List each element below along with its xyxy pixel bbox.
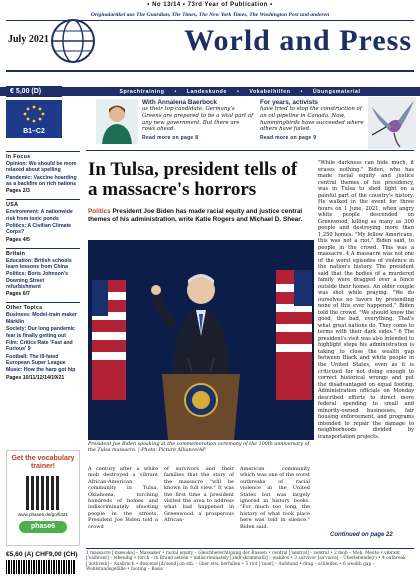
sidebar-item[interactable]: Politics: A Civilian Climate Corps? <box>6 223 72 236</box>
cover-price: € 5,00 (D) <box>6 86 62 97</box>
teaser-greens[interactable] <box>142 99 254 144</box>
teaser-title: With Annalena Baerbock <box>142 99 217 106</box>
sidebar-item[interactable]: Environment: A nationwide risk from toxic ponds <box>6 209 73 222</box>
biden-photo <box>88 240 314 440</box>
sidebar-item[interactable]: Pandemic: Vaccine hoarding as a backfire on rich nations <box>6 174 77 188</box>
nav-item-landeskunde[interactable]: Landeskunde <box>186 88 227 95</box>
flag-right <box>276 270 312 400</box>
qr-code-icon[interactable] <box>26 476 60 510</box>
flag-left <box>92 280 126 400</box>
section-in-focus <box>6 151 80 194</box>
main-headline[interactable]: In Tulsa, president tells of a massacre's horrors <box>88 159 298 200</box>
ad-headline: Get the vocabulary trainer! <box>11 455 75 471</box>
ad-url[interactable]: www.phase6.de/go/fi421 <box>17 512 69 518</box>
teaser-text: have tried to stop the construction of an oil pipeline in Canada. Now, hummingbirds have succeeded where others have failed. <box>260 106 364 133</box>
teaser-read-more[interactable]: Read more on page 8 <box>142 135 199 141</box>
photo-caption: President Joe Biden speaking at the commemoration ceremony of the 100th anniversary of the Tulsa massacre. | Photo: Picture Alliance/AP <box>88 442 310 453</box>
section-heading: In Focus <box>6 151 80 160</box>
sidebar-item[interactable]: Football: The ill-fated European Super League <box>6 353 66 366</box>
teaser-read-more[interactable]: Read more on page 9 <box>260 135 317 141</box>
contents-sidebar <box>6 146 80 381</box>
teaser-rule <box>86 150 414 151</box>
vocabulary-glossary: 1 massacre [ˈmæsəkə] – Massaker • racial equity – Gleichberechtigung der Rassen • central [ˈsentrəl] – zentral • 2 mob – Mob, Meute • vibrant [ˈvaɪbrənt] – lebendig • torch – in Brand setzen • indiscriminately [ˌɪndɪˈskrɪmɪnətli] – wahllos • 3 survivor [səˈvaɪvə] – Überlebende(r) • 4 outbreak [ˈaʊtbreɪk] – Ausbruch • descend [dɪˈsend] on sth. – über etw. herfallen • 5 riot [ˈraɪət] – Aufstand • drag – schleifen • 6 wealth gap – Wohlstandsgefälle • footing – Basis <box>86 548 414 572</box>
standfirst-text: President Joe Biden has made racial equity and justice central themes of his administration, write Katie Rogers and Michael D. Shear. <box>88 208 303 223</box>
sidebar-item[interactable]: Music: How the harp got hip <box>6 367 76 374</box>
barcode-icon <box>6 560 76 574</box>
sidebar-item[interactable]: Politics: Boris Johnson's Downing Street refurbishment <box>6 271 69 291</box>
section-heading: USA <box>6 199 80 208</box>
section-britain <box>6 248 80 298</box>
section-pages: Pages 4/5 <box>6 236 30 243</box>
section-other-topics <box>6 302 80 380</box>
nav-item-vokabelhilfen[interactable]: Vokabelhilfen <box>249 88 291 95</box>
section-pages: Pages 10/11/12/14/19/21 <box>6 374 65 381</box>
eu-level-badge <box>6 100 62 138</box>
article-standfirst <box>88 208 310 224</box>
title-rule <box>6 70 414 72</box>
issue-line: • No 13/14 • 73rd Year of Publication • <box>147 2 273 8</box>
foreign-price: €5,60 (A) CHF9,00 (CH) <box>6 551 78 558</box>
section-heading: Britain <box>6 248 80 257</box>
section-nav: Sprachtraining • Landeskunde • Vokabelhilfen • Übungsmaterial <box>0 87 420 96</box>
sidebar-item[interactable]: Education: British schools learn lessons from China <box>6 257 72 271</box>
teaser-text: as their top candidate, Germany's Greens are prepared to be a vital part of any new government. But there are rows ahead. <box>142 106 254 133</box>
article-column-3: American community which was one of the worst outbreaks of racial violence in the United States but was largely ignored in history books. "For much too long, the history of what took place here was told in silence," Biden said. <box>240 466 310 530</box>
sidebar-item[interactable]: Society: Our long pandemic fear is finally getting out <box>6 326 75 339</box>
baerbock-photo <box>96 99 138 144</box>
article-column-2: of survivors and their families that the story of the massacre "will be known in full view." It was the first time a president visited the area to address what had happened in Greenwood, a prosperous African- <box>164 466 234 524</box>
vocabulary-trainer-ad[interactable] <box>6 450 80 546</box>
nav-item-uebungsmaterial[interactable]: Übungsmaterial <box>312 88 361 95</box>
article-column-right: "While darkness can hide much, it erases nothing." Biden, who has made racial equity and justice central themes of his presidency, was in Tulsa to shed light on a painful part of the country's history. He walked in the event for three hours on 1 June, 2021, when angry white people descended on Greenwood, killing as many as 300 people and destroying more than 1,250 homes. "My fellow Americans, this was not a riot," Biden said, to people in the crowd. This was a massacre. 4 A massacre was not one of the worst episodes of violence in the nation's history. The president said that the bodies of a murdered family were dragged over a fence outside their homes. An older couple was shot while praying. "We do ourselves no favors by pretending none of this ever happened," Biden told the crowd. "We should know the good, the bad, everything. That's what great nations do. They come to terms with their dark sides." 6 The president's visit was also intended to highlight steps his administration is taking to close the wealth gap between Black and white people in the United States, even as it is criticized for not doing enough to correct historical wrongs and put the disadvantaged on equal footing. Administration officials on Monday described efforts to direct more federal spending to small and minority-owned businesses, fair housing enforcement, and programs intended to repair the damage to neighborhoods divided by transportation projects. <box>318 160 414 440</box>
sidebar-item[interactable]: Business: Model-train maker Märklin <box>6 312 77 325</box>
section-heading: Other Topics <box>6 302 80 311</box>
edition-line: Originalartikel aus The Guardian, The Times, The New York Times, The Washington Post und anderen <box>90 12 330 18</box>
section-pages: Pages 2/3 <box>6 188 30 195</box>
article-kicker: Politics <box>88 208 111 215</box>
section-usa <box>6 199 80 242</box>
sidebar-item[interactable]: Opinion: We should be more relaxed about spelling <box>6 161 77 174</box>
paper-title: World and Press <box>184 24 412 57</box>
eu-stars-icon <box>6 100 62 138</box>
sidebar-item[interactable]: Film: Critics Rate 'Fast and Furious' 9 <box>6 339 73 353</box>
hummingbird-photo <box>368 97 416 149</box>
article-column-1: A century after a white mob destroyed a vibrant African-American community in Tulsa, Oklahoma, torching hundreds of homes and indiscriminately shooting people in the streets, President Joe Biden told a crowd <box>88 466 158 530</box>
teaser-pipeline[interactable] <box>260 99 366 144</box>
phase6-logo: phase6 <box>19 521 67 533</box>
teaser-title: For years, activists <box>260 99 318 106</box>
globe-logo-icon <box>50 18 96 64</box>
eu-level-label: B1–C2 <box>23 128 45 135</box>
section-pages: Pages 6/7 <box>6 291 30 298</box>
nav-item-sprachtraining[interactable]: Sprachtraining <box>119 88 165 95</box>
continued-link[interactable]: Continued on page 22 <box>330 532 393 538</box>
month-year: July 2021 <box>8 34 49 45</box>
